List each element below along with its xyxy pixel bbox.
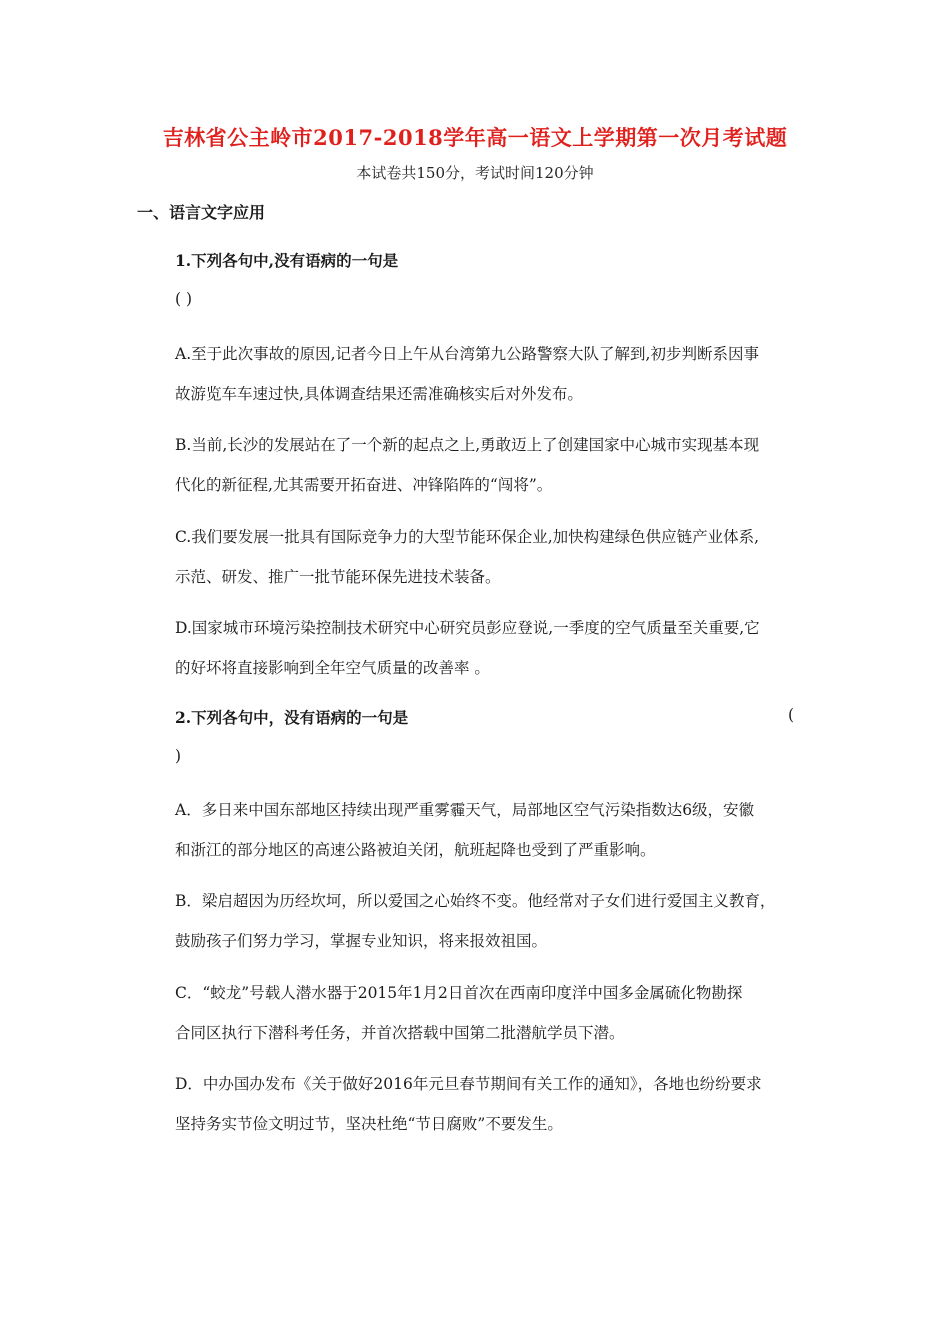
q2-option-d-line-1: D．中办国办发布《关于做好2016年元旦春节期间有关工作的通知》，各地也纷纷要求 xyxy=(175,1075,762,1093)
question-1-stem: 1.下列各句中,没有语病的一句是 xyxy=(175,251,399,270)
q2-option-a-line-1: A．多日来中国东部地区持续出现严重雾霾天气，局部地区空气污染指数达6级，安徽 xyxy=(175,801,755,819)
q2-option-b-line-1: B．梁启超因为历经坎坷，所以爱国之心始终不变。他经常对子女们进行爱国主义教育， xyxy=(175,892,776,910)
section-heading: 一、语言文字应用 xyxy=(137,203,266,222)
q2-option-b-line-2: 鼓励孩子们努力学习，掌握专业知识，将来报效祖国。 xyxy=(175,932,548,950)
q1-option-d-line-2: 的好坏将直接影响到全年空气质量的改善率 。 xyxy=(175,659,490,677)
q2-option-c-line-1: C．“蛟龙”号载人潜水器于2015年1月2日首次在西南印度洋中国多金属硫化物勘探 xyxy=(175,984,743,1002)
q2-option-a-line-2: 和浙江的部分地区的高速公路被迫关闭，航班起降也受到了严重影响。 xyxy=(175,841,656,859)
question-1-answer-bracket: ( ) xyxy=(175,290,193,308)
question-2-bracket-open: ( xyxy=(788,706,795,724)
q1-option-d-line-1: D.国家城市环境污染控制技术研究中心研究员彭应登说,一季度的空气质量至关重要,它 xyxy=(175,619,760,637)
exam-info: 本试卷共150分，考试时间120分钟 xyxy=(356,164,594,182)
document-title: 吉林省公主岭市2017-2018学年高一语文上学期第一次月考试题 xyxy=(162,125,788,150)
q1-option-a-line-1: A.至于此次事故的原因,记者今日上午从台湾第九公路警察大队了解到,初步判断系因事 xyxy=(175,345,759,363)
q2-option-d-line-2: 坚持务实节俭文明过节，坚决杜绝“节日腐败”不要发生。 xyxy=(175,1115,563,1133)
q1-option-c-line-1: C.我们要发展一批具有国际竞争力的大型节能环保企业,加快构建绿色供应链产业体系, xyxy=(175,528,760,546)
q2-option-c-line-2: 合同区执行下潜科考任务，并首次搭载中国第二批潜航学员下潜。 xyxy=(175,1024,625,1042)
q1-option-b-line-2: 代化的新征程,尤其需要开拓奋进、冲锋陷阵的“闯将”。 xyxy=(175,476,553,494)
question-2-bracket-close: ) xyxy=(175,747,182,765)
q1-option-b-line-1: B.当前,长沙的发展站在了一个新的起点之上,勇敢迈上了创建国家中心城市实现基本现 xyxy=(175,436,760,454)
q1-option-c-line-2: 示范、研发、推广一批节能环保先进技术装备。 xyxy=(175,568,501,586)
question-2-stem: 2.下列各句中，没有语病的一句是 xyxy=(175,708,409,727)
q1-option-a-line-2: 故游览车车速过快,具体调查结果还需准确核实后对外发布。 xyxy=(175,385,583,403)
